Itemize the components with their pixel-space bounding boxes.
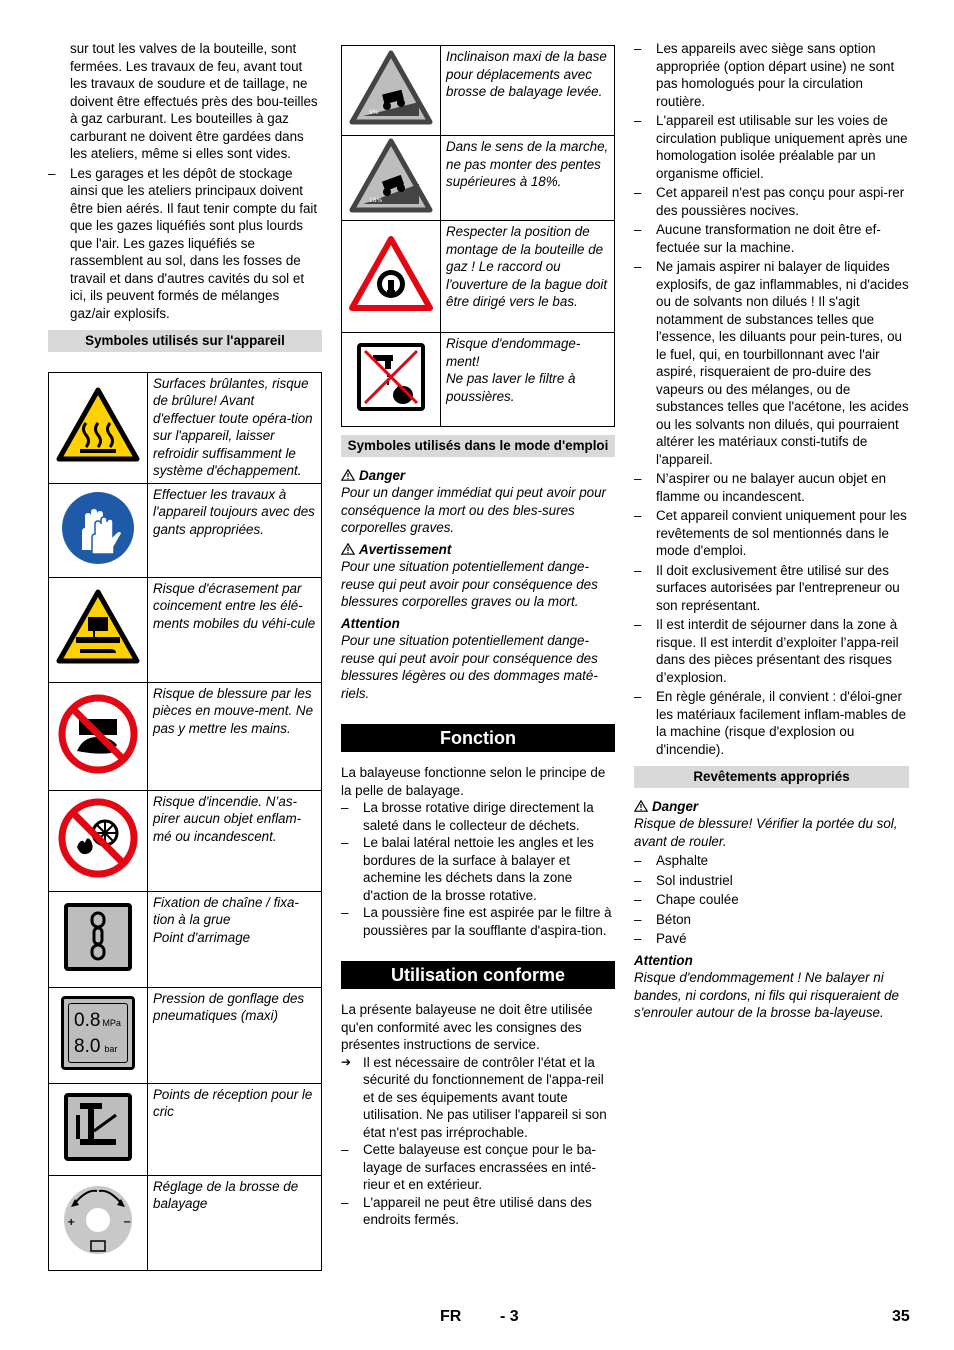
table-row <box>49 1175 322 1270</box>
attention-title: Attention <box>341 615 400 631</box>
danger-heading <box>341 467 615 485</box>
section-heading-fonction: Fonction <box>341 724 615 752</box>
table-row <box>342 333 615 427</box>
list-item: – Ne jamais aspirer ni balayer de liquides explosifs, de gaz inflammables, ni d'acides ou de solvants non dilués ! Il s'agit notamment de substances telles que l'essence, les diluants pour pein-tures, ou le fuel, qui, en tourbillonnant avec l'air aspiré, risqueraient de pro-duire des vapeurs ou des mélanges, ou de substances telles que l'acétone, les acides ou les solvants non dilués, qui pourraient altérer les matériaux consti-tutifs de l'appareil. <box>634 258 909 468</box>
paragraph-gas-bottles: sur tout les valves de la bouteille, sont fermées. Les travaux de feu, avant tout les travaux de soudure et de taillage, ne doivent être effectués près des bou-teilles à gaz carburant. Les bouteilles à gaz carburant ne doivent être gardées dans les ateliers, même si elles sont vides. <box>70 41 318 161</box>
table-row <box>49 891 322 987</box>
column-2 <box>341 45 615 1229</box>
chain-icon <box>62 901 134 973</box>
symbol-description: Risque d'endommage-ment! Ne pas laver le filtre à poussières. <box>441 333 615 427</box>
no-wash-filter-icon <box>355 341 427 413</box>
warning-title: Avertissement <box>359 541 452 557</box>
list-item: – En règle générale, il convient : d'éloi-gner les matériaux facilement inflam-mables de la machine (risque d'explosion ou d'incendie). <box>634 688 909 758</box>
table-row <box>49 483 322 577</box>
danger-heading <box>634 798 909 816</box>
column-1 <box>48 40 322 1271</box>
surface-item: – Sol industriel <box>634 872 909 890</box>
warning-triangle-icon <box>341 543 355 555</box>
no-hands-icon <box>57 693 139 775</box>
attention-text: Risque d'endommagement ! Ne balayer ni bandes, ni cordons, ni fils qui risqueraient de s'enrouler autour de la brosse ba-layeuse. <box>634 970 899 1020</box>
symbol-description: Pression de gonflage des pneumatiques (maxi) <box>148 987 322 1083</box>
table-row <box>49 790 322 891</box>
list-item: – N’aspirer ou ne balayer aucun objet en flamme ou incandescent. <box>634 470 909 505</box>
pressure-bar-unit: bar <box>104 1043 118 1054</box>
usage-intro: La présente balayeuse ne doit être utilisée qu'en conformité avec les consignes des présentes instructions de service. <box>341 1002 593 1052</box>
symbol-description: Inclinaison maxi de la base pour déplacements avec brosse de balayage levée. <box>441 46 615 136</box>
list-item: – Le balai latéral nettoie les angles et les bordures de la surface à balayer et achemine les déchets dans la zone d'action de la brosse rotative. <box>341 834 615 904</box>
symbol-description: Fixation de chaîne / fixa-tion à la grue Point d'arrimage <box>148 891 322 987</box>
pressure-mpa-unit: MPa <box>102 1017 121 1028</box>
gloves-icon <box>60 490 136 566</box>
pressure-bar-value: 8.0 <box>74 1035 101 1057</box>
list-item: – L'appareil ne peut être utilisé dans des endroits fermés. <box>341 1194 615 1229</box>
symbol-description: Réglage de la brosse de balayage <box>148 1175 322 1270</box>
list-item: – Les appareils avec siège sans option appropriée (option départ usine) ne sont pas homologués pour la circulation routière. <box>634 40 909 110</box>
table-row <box>342 221 615 333</box>
gas-bottle-icon <box>349 236 433 312</box>
hot-surface-icon <box>56 387 140 463</box>
list-item: – Cet appareil convient uniquement pour les revêtements de sol mentionnés dans le mode d'emploi. <box>634 507 909 560</box>
svg-text:+: + <box>67 1217 76 1229</box>
table-row <box>342 46 615 136</box>
list-item: – Il est interdit de séjourner dans la zone à risque. Il est interdit d’exploiter l’appa-reil dans des pièces présentant des risques d’explosion. <box>634 616 909 686</box>
list-item: – Il doit exclusivement être utilisé sur des surfaces autorisées par l'entrepreneur ou son représentant. <box>634 562 909 615</box>
attention-text: Pour une situation potentiellement dange-reuse qui peut avoir pour conséquence des blessures légères ou des dommages maté-riels. <box>341 633 598 701</box>
symbol-description: Risque d'écrasement par coincement entre les élé-ments mobiles du véhi-cule <box>148 577 322 682</box>
list-item: – La poussière fine est aspirée par le filtre à poussières par la soufflante d'aspira-tion. <box>341 904 615 939</box>
symbol-description: Risque de blessure par les pièces en mouve-ment. Ne pas y mettre les mains. <box>148 682 322 790</box>
danger-title: Danger <box>359 467 406 483</box>
table-row <box>49 987 322 1083</box>
pressure-mpa-value: 0.8 <box>74 1009 101 1031</box>
warning-text: Pour une situation potentiellement dange-reuse qui peut avoir pour conséquence des blessures corporelles graves ou la mort. <box>341 559 598 609</box>
tilt-9-label: 9% <box>369 109 379 117</box>
warning-triangle-icon <box>634 800 648 812</box>
symbol-description: Effectuer les travaux à l'appareil toujours avec des gants appropriées. <box>148 483 322 577</box>
table-row <box>49 682 322 790</box>
symbol-description: Dans le sens de la marche, ne pas monter des pentes supérieures à 18%. <box>441 136 615 221</box>
danger-text: Risque de blessure! Vérifier la portée du sol, avant de rouler. <box>634 816 898 849</box>
table-row <box>49 577 322 682</box>
symbol-description: Respecter la position de montage de la bouteille de gaz ! Le raccord ou l'ouverture de la bague doit être dirigé vers le bas. <box>441 221 615 333</box>
device-symbols-table <box>48 372 322 1271</box>
svg-text:−: − <box>123 1217 132 1229</box>
table-row <box>49 1083 322 1175</box>
jack-point-icon <box>62 1091 134 1163</box>
table-row <box>342 136 615 221</box>
list-item: – La brosse rotative dirige directement la saleté dans le collecteur de déchets. <box>341 799 615 834</box>
section-heading-manual-symbols: Symboles utilisés dans le mode d'emploi <box>341 435 615 457</box>
surface-item: – Béton <box>634 911 909 929</box>
list-item: – Aucune transformation ne doit être ef-fectuée sur la machine. <box>634 221 909 256</box>
surface-item: – Chape coulée <box>634 891 909 909</box>
symbol-description: Points de réception pour le cric <box>148 1083 322 1175</box>
section-heading-device-symbols: Symboles utilisés sur l'appareil <box>48 330 322 352</box>
surface-item: – Asphalte <box>634 852 909 870</box>
list-item: – Cette balayeuse est conçue pour le ba-layage de surfaces encrassées en inté-rieur et en extérieur. <box>341 1141 615 1194</box>
attention-title: Attention <box>634 952 693 968</box>
footer-section-page: - 3 <box>500 1308 519 1325</box>
device-symbols-table-cont <box>341 45 615 427</box>
danger-text: Pour un danger immédiat qui peut avoir pour conséquence la mort ou des bles-sures corporelles graves. <box>341 485 606 535</box>
no-burning-objects-icon <box>57 797 139 879</box>
list-item: – L'appareil est utilisable sur les voies de circulation publique uniquement après une homologation isolée préalable par un organisme officiel. <box>634 112 909 182</box>
column-3 <box>634 40 909 1022</box>
brush-adjust-icon <box>61 1183 135 1257</box>
footer-page-number: 35 <box>892 1308 910 1325</box>
list-item: – Cet appareil n'est pas conçu pour aspi-rer des poussières nocives. <box>634 184 909 219</box>
fonction-intro: La balayeuse fonctionne selon le principe de la pelle de balayage. <box>341 765 606 798</box>
warning-heading <box>341 541 615 559</box>
tilt-9-icon <box>349 50 433 126</box>
table-row <box>49 372 322 483</box>
footer-language: FR <box>440 1308 462 1325</box>
tire-pressure-icon <box>61 996 135 1070</box>
symbol-description <box>148 790 322 891</box>
section-heading-usage: Utilisation conforme <box>341 961 615 989</box>
crush-hazard-icon <box>56 589 140 665</box>
surface-item: – Pavé <box>634 930 909 948</box>
symbol-description-line: Risque d'incendie. N’as-pirer aucun objet enflam-mé ou incandescent. <box>153 793 302 844</box>
warning-triangle-icon <box>341 469 355 481</box>
danger-title: Danger <box>652 798 699 814</box>
list-item-garages: – Les garages et les dépôt de stockage ainsi que les ateliers principaux doivent être bien aérés. Il faut tenir compte du fait que les gazes liquéfiés sont plus lourds que l'air. Les gazes liquéfiés se rassemblent au sol, dans les fosses de travail et dans d'autres cavités du sol et ici, ils peuvent formés de mélanges gaz/air explosifs. <box>48 165 322 323</box>
symbol-description: Surfaces brûlantes, risque de brûlure! Avant d'effectuer toute opéra-tion sur l'appareil, laisser refroidir suffisamment le système d'échappement. <box>148 372 322 483</box>
section-heading-surfaces: Revêtements appropriés <box>634 766 909 788</box>
tilt-18-icon <box>349 138 433 214</box>
tilt-18-label: 18% <box>369 196 383 204</box>
usage-arrow-item: ➔ Il est nécessaire de contrôler l'état et la sécurité du fonctionnement de l'appa-reil et de ses équipements avant toute utilisation. Ne pas utiliser l'appareil si son état n'est pas irréprochable. <box>341 1054 615 1142</box>
